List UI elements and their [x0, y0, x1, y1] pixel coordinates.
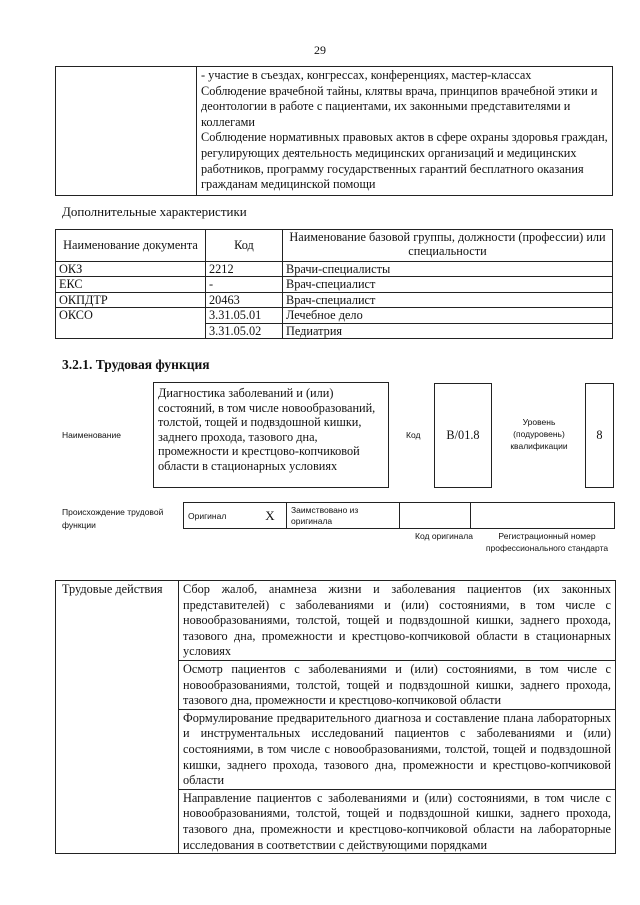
origin-table	[183, 502, 615, 529]
row-doc: ОКЗ	[56, 262, 206, 277]
row-doc: ЕКС	[56, 277, 206, 292]
row-name: Врач-специалист	[283, 277, 613, 292]
origin-label: Происхождение трудовой функции	[62, 507, 164, 530]
function-code-box: B/01.8	[434, 383, 492, 488]
action-item: Формулирование предварительного диагноза и составление плана лабораторных и инструментальных исследований пациентов с заболеваниями и (или) состояниями, в том числе с новообразованиями, толстой, тощей и подвздошной кишки, заднего прохода, тазового дна, промежности и крестцово-копчиковой области	[179, 709, 616, 789]
row-name: Педиатрия	[283, 323, 613, 338]
row-code: 3.31.05.01	[206, 308, 283, 323]
row-name: Лечебное дело	[283, 308, 613, 323]
row-name: Врач-специалист	[283, 292, 613, 307]
continuation-line: Соблюдение врачебной тайны, клятвы врача, принципов врачебной этики и деонтологии в работе с пациентами, их законными представителями и коллегами	[201, 83, 598, 129]
row-doc: ОКПДТР	[56, 292, 206, 307]
header-name: Наименование базовой группы, должности (профессии) или специальности	[283, 230, 613, 262]
original-mark: X	[254, 503, 287, 529]
function-level-box: 8	[585, 383, 614, 488]
continuation-line: - участие в съездах, конгрессах, конференциях, мастер-классах	[201, 68, 532, 82]
code-original-cell	[400, 503, 471, 529]
row-code: 3.31.05.02	[206, 323, 283, 338]
actions-label: Трудовые действия	[56, 581, 179, 854]
code-original-label: Код оригинала	[415, 531, 473, 541]
row-doc: ОКСО	[56, 308, 206, 339]
additional-characteristics-table	[55, 229, 613, 339]
reg-number-label: Регистрационный номер профессионального стандарта	[485, 531, 609, 553]
continuation-table	[55, 66, 613, 196]
original-label: Оригинал	[184, 503, 255, 529]
function-name-box: Диагностика заболеваний и (или) состояний, в том числе новообразований, толстой, тощей и подвздошной кишки, заднего прохода, тазового дна, промежности и крестцово-копчиковой области в стационарных условиях	[153, 382, 389, 488]
header-doc: Наименование документа	[56, 230, 206, 262]
labour-actions-table	[55, 580, 616, 854]
action-item: Сбор жалоб, анамнеза жизни и заболевания пациентов (их законных представителей) с заболеваниями и (или) состояниями, в том числе с новообразованиями, толстой, тощей и подвздошной кишки, заднего прохода, тазового дна, промежности и крестцово-копчиковой области в стационарных условиях	[179, 581, 616, 661]
action-item: Направление пациентов с заболеваниями и (или) состояниями, в том числе с новообразованиями, толстой, тощей и подвздошной кишки, заднего прохода, тазового дна, промежности и крестцово-копчиковой области на лабораторные исследования в соответствии с действующими порядками	[179, 789, 616, 853]
continuation-label-cell	[56, 67, 197, 196]
row-code: -	[206, 277, 283, 292]
continuation-line: Соблюдение нормативных правовых актов в сфере охраны здоровья граждан, регулирующих деятельность медицинских организаций и медицинских работников, программу государственных гарантий бесплатного оказания гражданам медицинской помощи	[201, 130, 608, 192]
row-code: 20463	[206, 292, 283, 307]
level-label: Уровень (подуровень) квалификации	[510, 417, 568, 451]
code-label: Код	[406, 430, 421, 440]
borrowed-label: Заимствовано из оригинала	[287, 503, 400, 529]
function-heading: 3.2.1. Трудовая функция	[62, 357, 210, 372]
action-item: Осмотр пациентов с заболеваниями и (или) состояниями, в том числе с новообразованиями, толстой, тощей и подвздошной кишки, заднего прохода, тазового дна, промежности и крестцово-копчиковой области	[179, 660, 616, 709]
header-code: Код	[206, 230, 283, 262]
reg-number-cell	[471, 503, 615, 529]
row-name: Врачи-специалисты	[283, 262, 613, 277]
additional-heading: Дополнительные характеристики	[62, 204, 247, 219]
continuation-text-cell	[197, 67, 613, 196]
page-number: 29	[314, 43, 326, 57]
row-code: 2212	[206, 262, 283, 277]
name-label: Наименование	[62, 430, 121, 440]
